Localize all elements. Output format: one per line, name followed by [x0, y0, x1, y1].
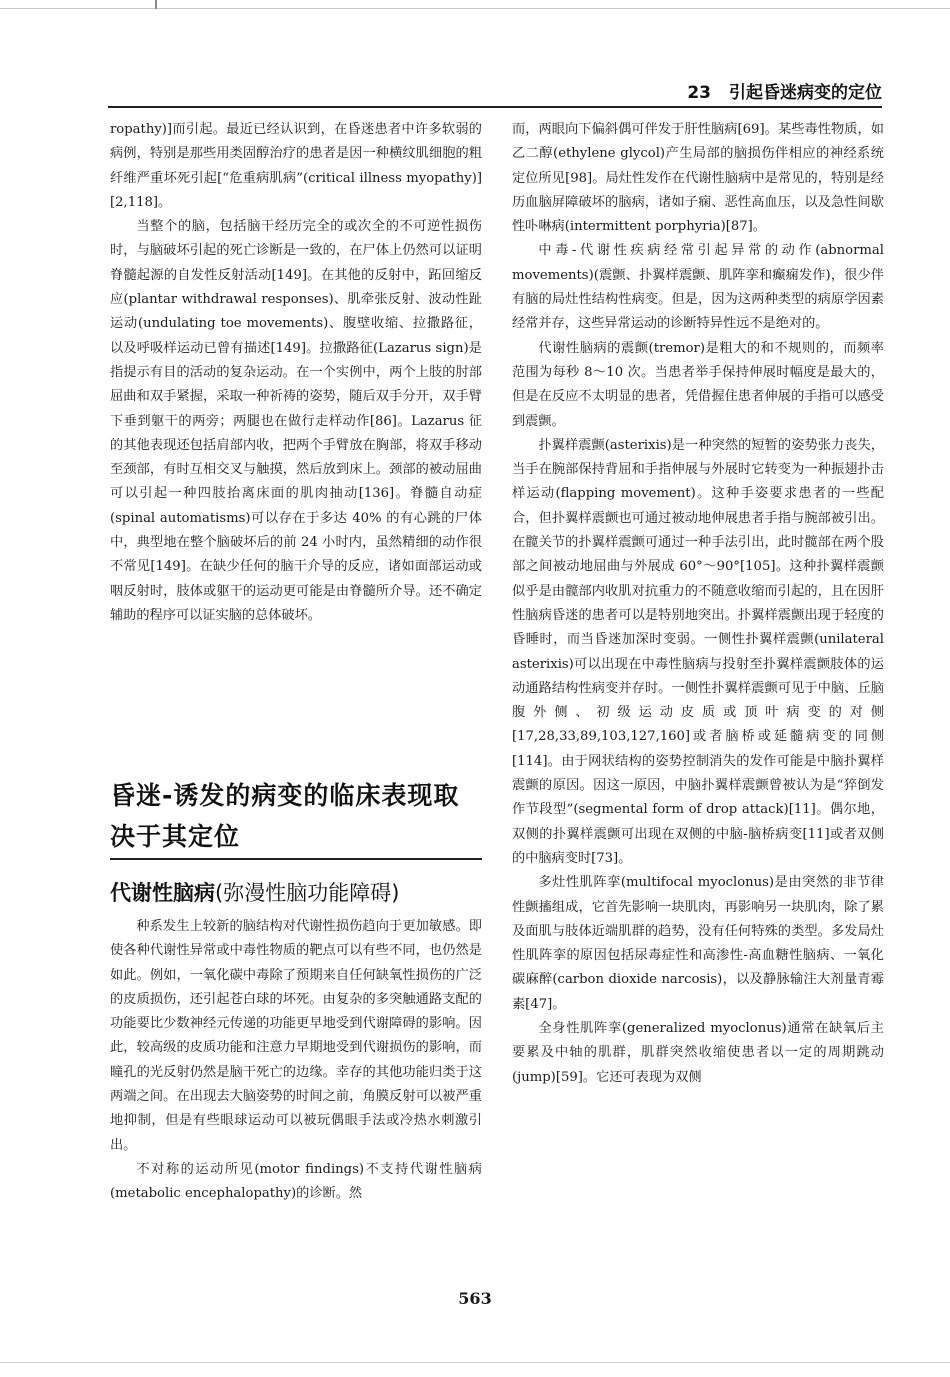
section-heading: 昏迷-诱发的病变的临床表现取决于其定位: [110, 781, 460, 851]
left-column: [110, 118, 482, 628]
paragraph: 代谢性脑病的震颤(tremor)是粗大的和不规则的，而频率范围为每秒 8～10 次。当患者举手保持伸展时幅度是最大的，但是在反应不太明显的患者，凭借握住患者伸展的手指可以感受到震颤。: [512, 340, 884, 429]
paragraph: 不对称的运动所见(motor findings)不支持代谢性脑病(metabolic encephalopathy)的诊断。然: [110, 1161, 482, 1202]
chapter-number: 23: [687, 83, 711, 103]
running-header: [620, 78, 882, 104]
paragraph: 中毒-代谢性疾病经常引起异常的动作(abnormal movements)(震颤、扑翼样震颤、肌阵挛和癫痫发作)，很少伴有脑的局灶性结构性病变。但是，因为这两种类型的病原学因素经常并存，这些异常运动的诊断特异性远不是绝对的。: [512, 243, 884, 332]
top-tick-mark: [155, 0, 157, 9]
paragraph: 全身性肌阵挛(generalized myoclonus)通常在缺氧后主要累及中轴的肌群，肌群突然收缩使患者以一定的周期跳动(jump)[59]。它还可表现为双侧: [512, 1020, 884, 1085]
page-number: 563: [458, 1289, 492, 1308]
subsection-heading: [110, 878, 482, 908]
paragraph: 多灶性肌阵挛(multifocal myoclonus)是由突然的非节律性颤搐组成，它首先影响一块肌肉，再影响另一块肌肉，除了累及面肌与肢体近端肌群的趋势，没有任何特殊的类型。多发局灶性肌阵挛的原因包括尿毒症性和高渗性-高血糖性脑病、一氧化碳麻醉(carbon dioxide narcosis)，以及静脉输注大剂量青霉素[47]。: [512, 875, 884, 1012]
right-column: [512, 118, 884, 1090]
header-rule: [108, 106, 882, 108]
paragraph: ropathy)]而引起。最近已经认识到，在昏迷患者中许多软弱的病例，特别是那些用类固醇治疗的患者是因一种横纹肌细胞的粗纤维严重坏死引起[“危重病肌病”(critical illness myopathy)][2,118]。: [110, 122, 482, 210]
paragraph: 而，两眼向下偏斜偶可伴发于肝性脑病[69]。某些毒性物质，如乙二醇(ethylene glycol)产生局部的脑损伤伴相应的神经系统定位所见[98]。局灶性发作在代谢性脑病中是常见的，特别是经历血脑屏障破坏的脑病，诸如子痫、恶性高血压，以及急性间歇性卟啉病(intermittent porphyria)[87]。: [512, 122, 884, 235]
paragraph: 种系发生上较新的脑结构对代谢性损伤趋向于更加敏感。即使各种代谢性异常或中毒性物质的靶点可以有些不同，也仍然是如此。例如，一氧化碳中毒除了预期来自任何缺氧性损伤的广泛的皮质损伤，还引起苍白球的坏死。由复杂的多突触通路支配的功能要比少数神经元传递的功能更早地受到代谢障碍的影响。因此，较高级的皮质功能和注意力早期地受到代谢损伤的影响，而瞳孔的光反射仍然是脑干死亡的边缘。幸存的其他功能归类于这两端之间。在出现去大脑姿势的时间之前，角膜反射可以被严重地抑制，但是有些眼球运动可以被玩偶眼手法或冷热水刺激引出。: [110, 919, 482, 1153]
top-rule: [0, 8, 950, 9]
subsection-title: 代谢性脑病: [110, 881, 215, 905]
paragraph: 当整个的脑，包括脑干经历完全的或次全的不可逆性损伤时，与脑破坏引起的死亡诊断是一致的，在尸体上仍然可以证明脊髓起源的自发性反射活动[149]。在其他的反射中，跖回缩反应(plantar withdrawal responses)、肌牵张反射、波动性趾运动(undulating toe movements)、腹壁收缩、拉撒路征，以及呼吸样运动已曾有描述[149]。拉撒路征(Lazarus sign)是指提示有目的活动的复杂运动。在一个实例中，两个上肢的肘部屈曲和双手紧握，采取一种祈祷的姿势，随后双手分开，双手臂下垂到躯干的两旁；两腿也在做行走样动作[86]。Lazarus 征的其他表现还包括肩部内收，把两个手臂放在胸部，将双手移动至颈部，有时互相交叉与触摸，然后放到床上。颈部的被动屈曲可以引起一种四肢抬离床面的肌肉抽动[136]。脊髓自动症(spinal automatisms)可以存在于多达 40% 的有心跳的尸体中，典型地在整个脑破坏后的前 24 小时内，虽然精细的动作很不常见[149]。在缺少任何的脑干介导的反应，诸如面部运动或咽反射时，肢体或躯干的运动更可能是由脊髓所介导。还不确定辅助的程序可以证实脑的总体破坏。: [110, 219, 482, 623]
paragraph: 扑翼样震颤(asterixis)是一种突然的短暂的姿势张力丧失，当手在腕部保持背屈和手指伸展与外展时它转变为一种振翅扑击样运动(flapping movement)。这种手姿要求患者的一些配合，但扑翼样震颤也可通过被动地伸展患者手指与腕部被引出。在髋关节的扑翼样震颤可通过一种手法引出，此时髋部在两个股部之间被动地屈曲与外展成 60°～90°[105]。这种扑翼样震颤似乎是由髋部内收肌对抗重力的不随意收缩而引起的，且在因肝性脑病昏迷的患者可以是特别地突出。扑翼样震颤出现于轻度的昏睡时，而当昏迷加深时变弱。一侧性扑翼样震颤(unilateral asterixis)可以出现在中毒性脑病与投射至扑翼样震颤肢体的运动通路结构性病变并存时。一侧性扑翼样震颤可见于中脑、丘脑腹外侧、初级运动皮质或顶叶病变的对侧[17,28,33,89,103,127,160]或者脑桥或延髓病变的同侧[114]。由于网状结构的姿势控制消失的发作可能是中脑扑翼样震颤的原因。因这一原因，中脑扑翼样震颤曾被认为是“猝倒发作节段型”(segmental form of drop attack)[11]。偶尔地，双侧的扑翼样震颤可出现在双侧的中脑-脑桥病变[11]或者双侧的中脑病变时[73]。: [512, 437, 884, 866]
section-heading-rule: [110, 858, 482, 860]
bottom-rule: [0, 1362, 950, 1363]
subsection-subtitle: (弥漫性脑功能障碍): [215, 881, 400, 905]
chapter-title: 引起昏迷病变的定位: [729, 83, 882, 103]
left-column-lower: [110, 915, 482, 1207]
